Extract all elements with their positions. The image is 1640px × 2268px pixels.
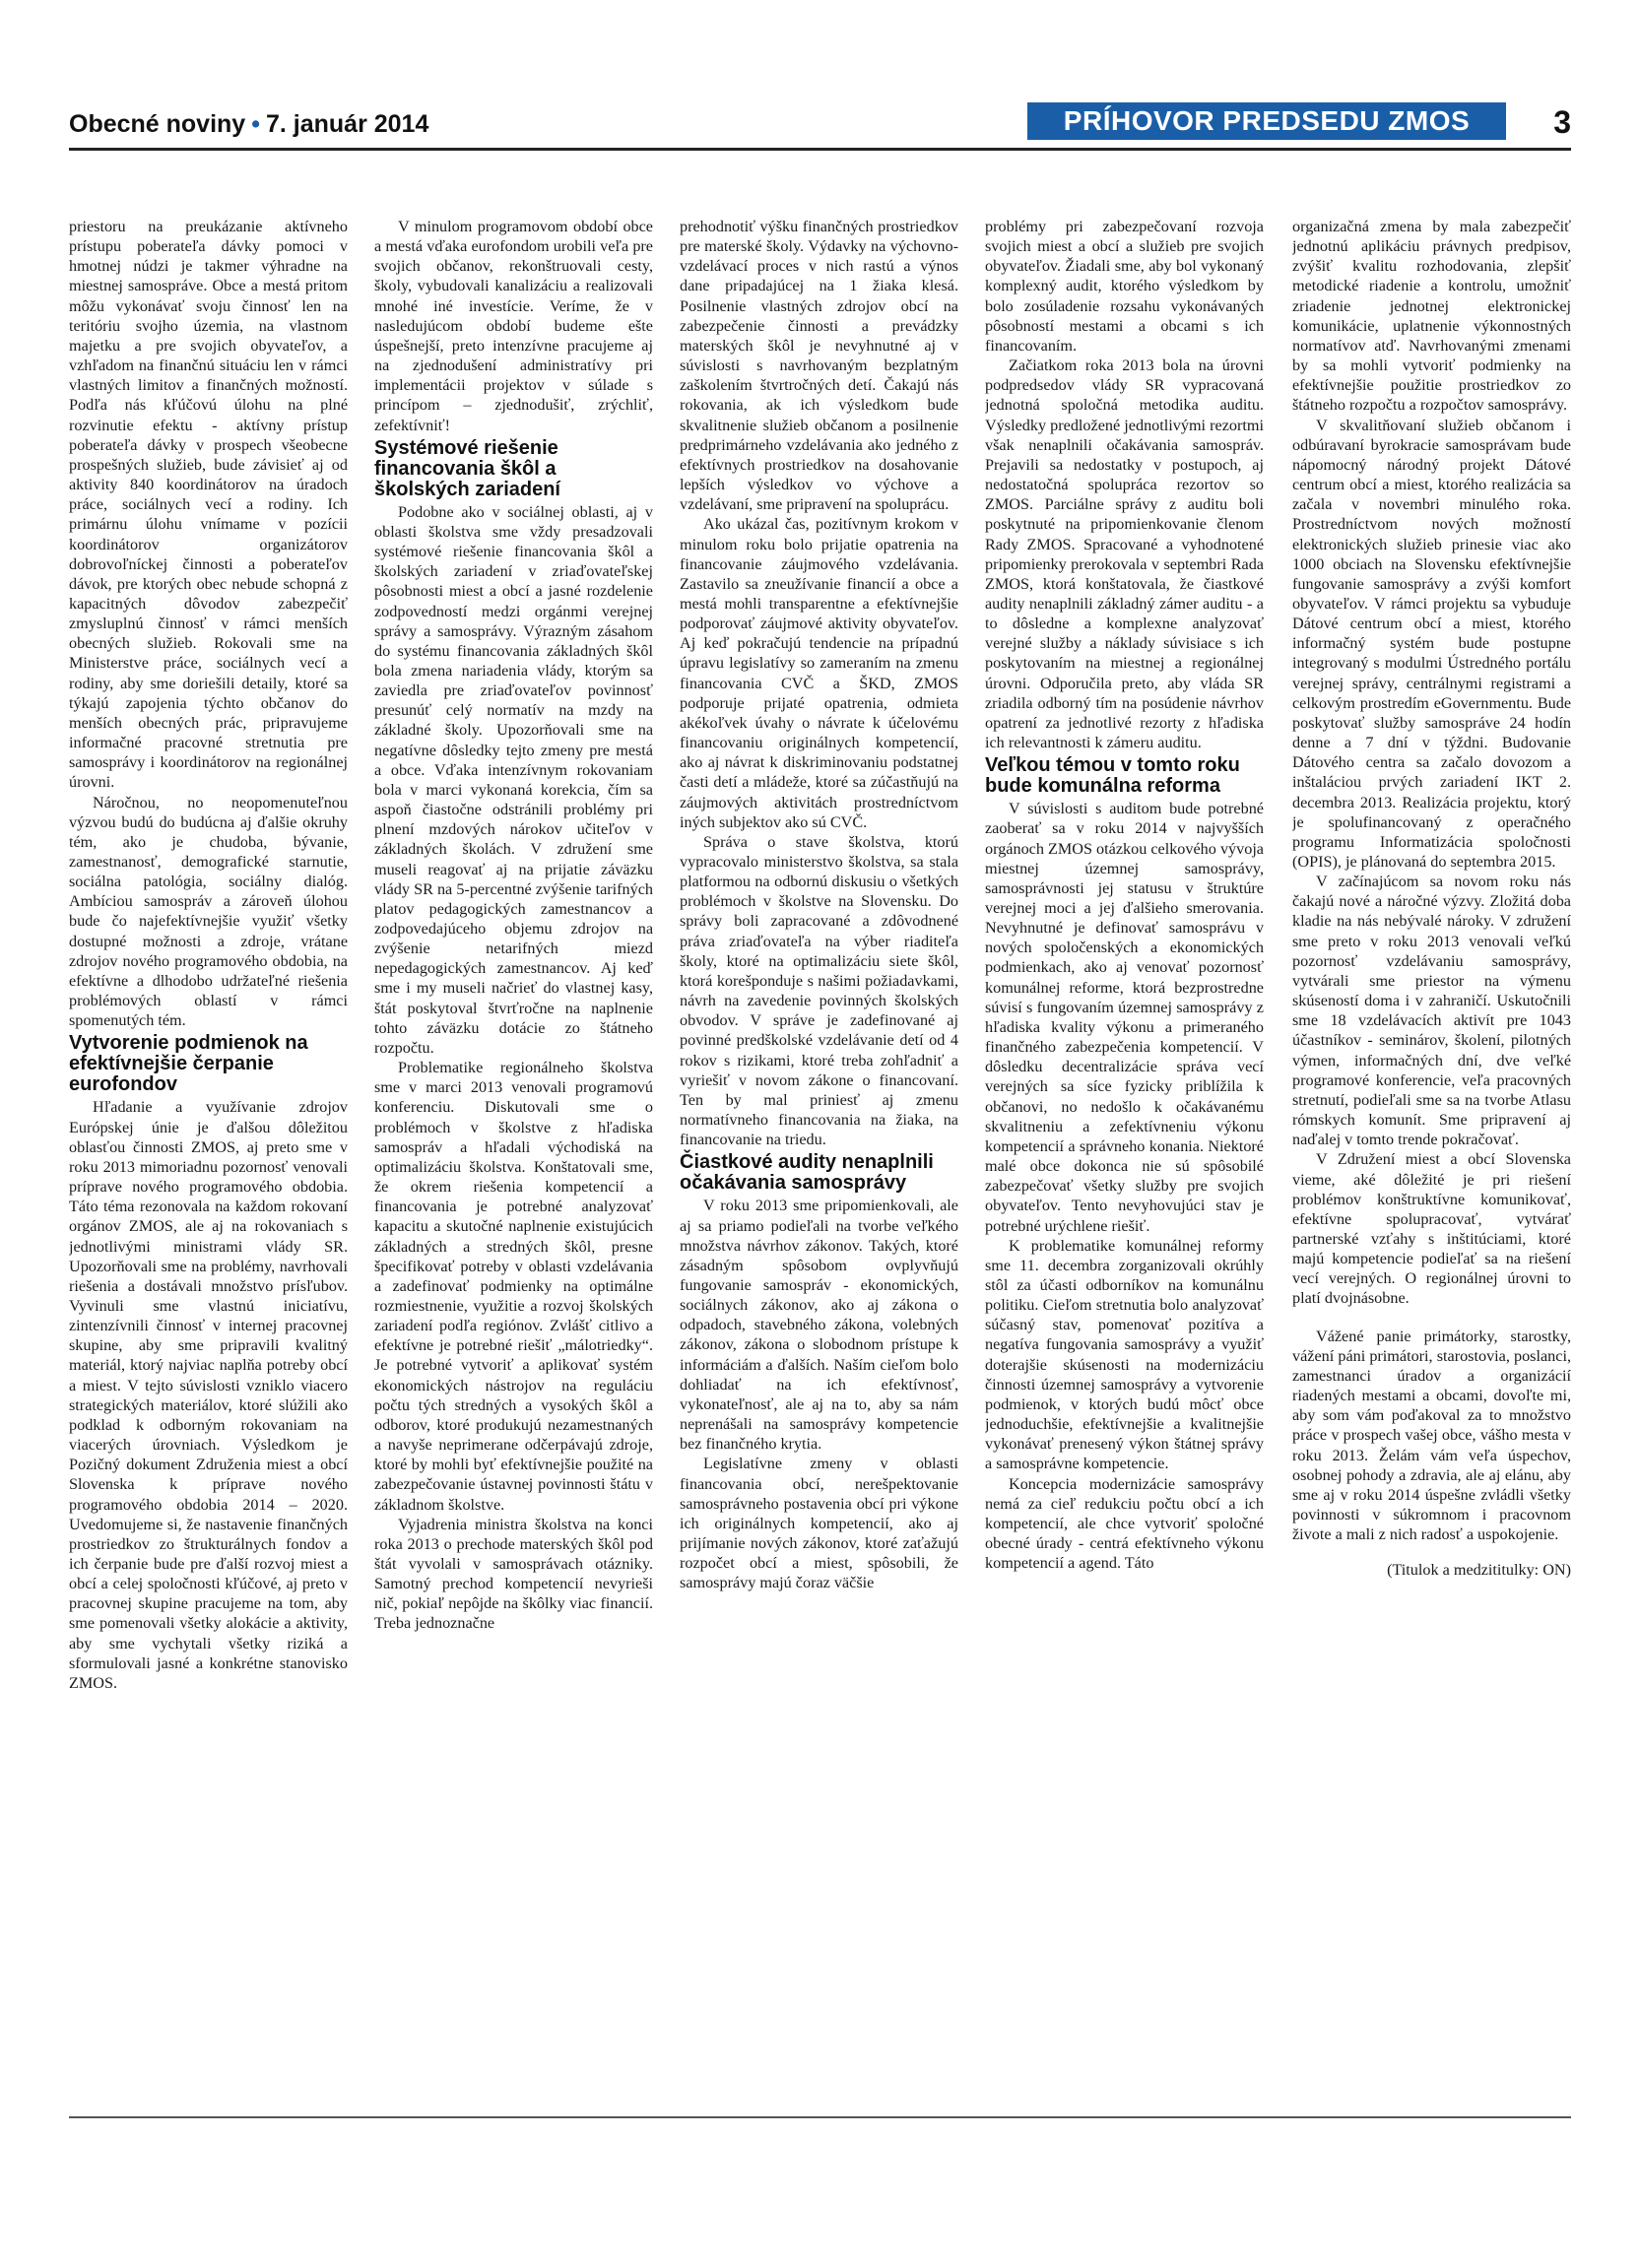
paragraph: V Združení miest a obcí Slovenska vieme, aké dôležité je pri riešení problémov konštruktívne komunikovať, efektívne spolupracovať, vytvárať partnerské vzťahy s inštitúciami, ktoré majú kompetencie podieľať sa na riešení vecí verejných. O regionálnej úrovni to platí dvojnásobne. — [1292, 1150, 1571, 1308]
column-2 — [374, 217, 653, 2103]
footer-rule — [69, 2116, 1571, 2118]
paragraph: Začiatkom roka 2013 bola na úrovni podpredsedov vlády SR vypracovaná jednotná spoločná metodika auditu. Výsledky predložené jednotlivými rezortmi však nenaplnili očakávania samospráv. Prejavili sa nedostatky v postupoch, aj nedostatočná spolupráca rezortov so ZMOS. Parciálne správy z auditu boli poskytnuté na pripomienkovanie členom Rady ZMOS. Spracované a vyhodnotené pripomienky prerokovala v septembri Rada ZMOS, ktorá konštatovala, že čiastkové audity nenaplnili základný zámer auditu - a to dôsledne a komplexne analyzovať verejné služby a náklady súvisiace s ich poskytovaním na miestnej a regionálnej úrovni. Odporučila preto, aby vláda SR zriadila odborný tím na posúdenie návrhov opatrení za jednotlivé rezorty z hľadiska ich relevantnosti k zámeru auditu. — [985, 356, 1264, 752]
paragraph: priestoru na preukázanie aktívneho prístupu poberateľa dávky pomoci v hmotnej núdzi je takmer výhradne na miestnej samospráve. Obce a mestá pritom môžu vykonávať svoju činnosť len na teritóriu svojho územia, na vlastnom majetku a pre svojich obyvateľov, a vzhľadom na finančnú situáciu len v rámci vlastných limitov a finančných možností. Podľa nás kľúčovú úlohu na plné rozvinutie efektu - aktívny prístup poberateľa dávky v prospech všeobecne prospešných služieb, bude závisieť aj od aktivity 840 koordinátorov na úradoch práce, sociálnych vecí a rodiny. Ich primárnu úlohu vnímame v pozícii koordinátorov organizátorov dobrovoľníckej činnosti a poberateľov dávok, pre ktorých obec nebude schopná z kapacitných dôvodov zabezpečiť zmysluplnú činnosť v rámci menších obecných služieb. Rokovali sme na Ministerstve práce, sociálnych vecí a rodiny, aby sme doriešili detaily, ktoré sa týkajú zapojenia týchto občanov do menších obecných prác, pripravujeme informačné pracovné stretnutia pre samosprávy i koordinátorov na regionálnej úrovni. — [69, 218, 348, 792]
paragraph: Náročnou, no neopomenuteľnou výzvou budú do budúcna aj ďalšie okruhy tém, ako je chudoba, bývanie, zamestnanosť, demografické starnutie, sociálna patológia, sociálny dialóg. Ambíciou samospráv a zároveň úlohou bude čo najefektívnejšie využiť všetky dostupné možnosti a zdroje, vrátane zdrojov nového programového obdobia, na efektívne a dlhodobo udržateľné riešenia problémových oblastí v rámci spomenutých tém. — [69, 793, 348, 1030]
column-5 — [1292, 217, 1571, 2103]
header-rule — [69, 148, 1571, 151]
paragraph: Problematike regionálneho školstva sme v marci 2013 venovali programovú konferenciu. Diskutovali sme o problémoch v školstve z hľadiska samospráv a hľadali východiská na optimalizáciu školstva. Konštatovali sme, že okrem riešenia kompetencií a financovania je potrebné analyzovať kapacitu a skutočné naplnenie existujúcich základných a stredných škôl, presne špecifikovať potreby v oblasti vzdelávania a zadefinovať podmienky na optimálne rozmiestnenie, využitie a rozvoj školských zariadení podľa regiónov. Zvlášť citlivo a efektívne je potrebné riešiť „málotriedky“. Je potrebné vytvoriť a aplikovať systém ekonomických nástrojov na reguláciu počtu tých stredných a vysokých škôl a odborov, ktoré produkujú nezamestnaných a navyše neprimerane odčerpávajú zdroje, ktoré by mohli byť efektívnejšie použité na zabezpečovanie ústavnej povinnosti štátu v základnom školstve. — [374, 1059, 653, 1514]
issue-date: 7. január 2014 — [265, 110, 429, 138]
subheading: Vytvorenie podmienok na efektívnejšie čerpanie eurofondov — [69, 1032, 308, 1096]
paragraph: Hľadanie a využívanie zdrojov Európskej únie je ďalšou dôležitou oblasťou činnosti ZMOS, aj preto sme v roku 2013 mimoriadnu pozornosť venovali príprave nového programového obdobia. Táto téma rezonovala na každom rokovaní orgánov ZMOS, ale aj na rokovaniach s jednotlivými ministrami vlády SR. Upozorňovali sme na problémy, navrhovali riešenia a dostávali množstvo prísľubov. Vyvinuli sme vlastnú iniciatívu, zintenzívnili činnosť v internej pracovnej skupine, aby sme pripravili kvalitný materiál, ktorý najviac naplňa potreby obcí a miest. V tejto súvislosti vzniklo viacero strategických materiálov, ktoré slúžili ako podklad k odborným rokovaniam na viacerých úrovniach. Výsledkom je Pozičný dokument Združenia miest a obcí Slovenska k príprave nového programového obdobia 2014 – 2020. Uvedomujeme si, že nastavenie finančných prostriedkov zo štrukturálnych fondov a ich čerpanie bude pre ďalší rozvoj miest a obcí a celej spoločnosti kľúčové, aj preto v pracovnej skupine pracujeme na tom, aby sme pomenovali všetky alokácie a aktivity, aby sme vychytali všetky riziká a sformulovali jasné a konkrétne stanovisko ZMOS. — [69, 1098, 348, 1692]
paragraph: problémy pri zabezpečovaní rozvoja svojich miest a obcí a služieb pre svojich obyvateľov. Žiadali sme, aby bol vykonaný komplexný audit, ktorého výsledkom by bolo zosúladenie rozsahu vykonávaných pôsobností mestami a obcami s ich financovaním. — [985, 218, 1264, 355]
column-1 — [69, 217, 348, 2103]
paragraph: V skvalitňovaní služieb občanom i odbúravaní byrokracie samosprávam bude nápomocný národný projekt Dátové centrum obcí a miest, ktorého realizácia sa začala v novembri minulého roka. Prostredníctvom nových možností elektronických služieb prinesie viac ako 1000 obciach na Slovensku efektívnejšie fungovanie samosprávy a zvýši komfort obyvateľov. V rámci projektu sa vybuduje Dátové centrum obcí a miest, ktorého informačný systém bude postupne integrovaný s modulmi Ústredného portálu verejnej správy, centrálnymi registrami a celkovým prostredím eGovernmentu. Bude poskytovať služby samospráve 24 hodín denne a 7 dní v týždni. Budovanie Dátového centra sa začalo dovozom a inštaláciou prvých zariadení IKT 2. decembra 2013. Realizácia projektu, ktorý je spolufinancovaný z operačného programu Informatizácia spoločnosti (OPIS), je plánovaná do septembra 2015. — [1292, 416, 1571, 871]
publication-name: Obecné noviny — [69, 110, 246, 138]
paragraph: Podobne ako v sociálnej oblasti, aj v oblasti školstva sme vždy presadzovali systémové riešenie financovania škôl a školských zariadení v zriaďovateľskej pôsobnosti miest a obcí a jasné rozdelenie zodpovedností medzi orgánmi verejnej správy a samosprávy. Výrazným zásahom do systému financovania základných škôl bola zmena nariadenia vlády, ktorým sa zaviedla pre zriaďovateľov povinnosť presunúť celý normatív na mzdy na základné školy. Upozorňovali sme na negatívne dôsledky tejto zmeny pre mestá a obce. Vďaka intenzívnym rokovaniam bola v marci vykonaná korekcia, čím sa aspoň čiastočne odstránili problémy pri plnení mzdových nárokov učiteľov v základných školách. V združení sme museli reagovať aj na prijatie záväzku vlády SR na 5-percentné zvýšenie tarifných platov pedagogických zamestnancov a zodpovedajúceho objemu zdrojov na zvýšenie netarifných miezd nepedagogických zamestnancov. Aj keď sme i my museli načrieť do vlastnej kasy, štát poskytoval štvrťročne na naplnenie tohto záväzku dotácie zo štátneho rozpočtu. — [374, 502, 653, 1057]
subheading: Čiastkové audity nenaplnili očakávania samosprávy — [680, 1151, 934, 1195]
paragraph: V minulom programovom období obce a mestá vďaka eurofondom urobili veľa pre svojich občanov, rekonštruovali cesty, školy, vybudovali kanalizáciu a realizovali mnohé iné investície. Veríme, že v nasledujúcom období budeme ešte úspešnejší, preto intenzívne pracujeme aj na zjednodušení administratívy pri implementácii projektov v súlade s princípom – zjednodušiť, zrýchliť, zefektívniť! — [374, 218, 653, 434]
page-number: 3 — [1553, 104, 1571, 140]
separator-dot: • — [251, 110, 260, 138]
masthead — [69, 110, 428, 139]
paragraph: Správa o stave školstva, ktorú vypracovalo ministerstvo školstva, sa stala platformou na odbornú diskusiu o všetkých problémoch v školstve na Slovensku. Do správy boli zapracované a zdôvodnené práva zriaďovateľa na výber riaditeľa školy, ktoré na optimalizáciu siete škôl, ktorá korešponduje s našimi požiadavkami, návrh na zavedenie povinných školských obvodov. V správe je zadefinované aj povinné predškolské vzdelávanie detí od 4 rokov s rizikami, ktoré treba zohľadniť a vyriešiť v novom zákone o financovaní. Ten by mal priniesť aj zmenu normatívneho financovania na žiaka, na financovanie na triedu. — [680, 832, 958, 1149]
section-label: PRÍHOVOR PREDSEDU ZMOS — [1027, 102, 1506, 140]
paragraph: prehodnotiť výšku finančných prostriedkov pre materské školy. Výdavky na výchovno-vzdelávací proces v nich rastú a výnos dane pripadajúcej na 1 žiaka klesá. Posilnenie vlastných zdrojov obcí na zabezpečenie činnosti a prevádzky materských škôl je nevyhnutné aj v súvislosti s navrhovaným bezplatným zaškolením štvrtročných detí. Čakajú nás rokovania, ak ich výsledkom bude skvalitnenie služieb občanom a posilnenie predprimárneho vzdelávania ako jedného z efektívnych prostriedkov na dosahovanie lepších výsledkov vo výchove a vzdelávaní, sme pripravení na spoluprácu. — [680, 218, 958, 514]
column-4 — [985, 217, 1264, 2103]
article-body — [69, 217, 1571, 2103]
paragraph: Ako ukázal čas, pozitívnym krokom v minulom roku bolo prijatie opatrenia na financovanie záujmového vzdelávania. Zastavilo sa zneužívanie financií a obce a mestá mohli transparentne a efektívnejšie podporovať záujmové aktivity obyvateľov. Aj keď pokračujú tendencie na prípadnú úpravu legislatívy so zameraním na zmenu financovania CVČ a ŠKD, ZMOS podporuje prijaté opatrenia, odmieta akékoľvek úvahy o návrate k účelovému financovaniu originálnych kompetencií, ako aj návrat k diskriminovaniu podstatnej časti detí a mládeže, ktoré sa zúčastňujú na záujmových aktivitách prostredníctvom iných subjektov ako sú CVČ. — [680, 515, 958, 831]
paragraph: K problematike komunálnej reformy sme 11. decembra zorganizovali okrúhly stôl za účasti odborníkov na komunálnu politiku. Cieľom stretnutia bolo analyzovať súčasný stav, pomenovať pozitíva a negatíva fungovania samosprávy a využiť doterajšie skúsenosti na modernizáciu činnosti územnej samosprávy a vytvorenie podmienok, v ktorých budú môcť obce jednoduchšie, efektívnejšie a kvalitnejšie vykonávať prenesený výkon štátnej správy a samosprávne kompetencie. — [985, 1236, 1264, 1473]
paragraph-gap — [1292, 1309, 1571, 1327]
paragraph: V súvislosti s auditom bude potrebné zaoberať sa v roku 2014 v najvyšších orgánoch ZMOS otázkou celkového vývoja miestnej územnej samosprávy, samosprávnosti jej statusu v štruktúre verejnej moci a jej ďalšieho smerovania. Nevyhnutné je definovať samosprávu v nových spoločenských a ekonomických podmienkach, ako aj venovať pozornosť komunálnej reforme, ktorá bezprostredne súvisí s fungovaním územnej samosprávy z hľadiska kvality výkonu a primeraného finančného zabezpečenia kompetencií. V dôsledku decentralizácie správa vecí verejných sa síce fyzicky priblížila k občanovi, no nedošlo k očakávanému skvalitneniu a zefektívneniu výkonu kompetencií a správneho konania. Niektoré malé obce dokonca nie sú spôsobilé zabezpečovať všetky služby pre svojich obyvateľov. Tento nevyhovujúci stav je potrebné urýchlene riešiť. — [985, 800, 1264, 1235]
paragraph: V začínajúcom sa novom roku nás čakajú nové a náročné výzvy. Zložitá doba kladie na nás nebývalé nároky. V združení sme preto v roku 2013 venovali veľkú pozornosť vzdelávaniu samosprávy, vytvárali sme priestor na výmenu skúseností doma i v zahraničí. Uskutočnili sme 18 vzdelávacích aktivít pre 1043 účastníkov - seminárov, školení, pilotných výmen, informačných dní, dve veľké programové konferencie, veľa pracovných stretnutí, podieľali sme sa na tvorbe Atlasu rómskych komunít. Sme pripravení aj naďalej v tomto trende pokračovať. — [1292, 873, 1571, 1149]
paragraph: Vyjadrenia ministra školstva na konci roka 2013 o prechode materských škôl pod štát vyvolali v samosprávach otázniky. Samotný prechod kompetencií nevyrieši nič, pokiaľ nepôjde na škôlky viac financií. Treba jednoznačne — [374, 1515, 653, 1633]
paragraph: V roku 2013 sme pripomienkovali, ale aj sa priamo podieľali na tvorbe veľkého množstva návrhov zákonov. Takých, ktoré zásadným spôsobom ovplyvňujú fungovanie samospráv - ekonomických, sociálnych zákonov, ako aj zákona o odpadoch, stavebného zákona, volebných zákonov, zákona o slobodnom prístupe k informáciám a ďalších. Naším cieľom bolo dohliadať na ich efektívnosť, vykonateľnosť, ale aj na to, aby sa nám neprenášali na samosprávy kompetencie bez finančného krytia. — [680, 1197, 958, 1454]
paragraph: Legislatívne zmeny v oblasti financovania obcí, nerešpektovanie samosprávneho postavenia obcí pri výkone ich originálnych kompetencií, ako aj prijímanie nových zákonov, ktoré zaťažujú rozpočet obcí a miest, spôsobili, že samosprávy majú čoraz väčšie — [680, 1455, 958, 1592]
subheading: Systémové riešenie financovania škôl a školských zariadení — [374, 436, 560, 500]
paragraph: Vážené panie primátorky, starostky, vážení páni primátori, starostovia, poslanci, zamestnanci úradov a organizácií riadených mestami a obcami, dovoľte mi, aby som vám poďakoval za to množstvo práce v prospech vašej obce, vášho mesta v roku 2013. Želám vám veľa úspechov, osobnej pohody a zdravia, ale aj elánu, aby sme aj v roku 2014 úspešne zvládli všetky povinnosti v súkromnom i pracovnom živote a mali z nich radosť a uspokojenie. — [1292, 1327, 1571, 1544]
column-3 — [680, 217, 958, 2103]
subheading: Veľkou témou v tomto roku bude komunálna reforma — [985, 754, 1240, 798]
credit-line: (Titulok a medzititulky: ON) — [1387, 1561, 1571, 1580]
page-header — [69, 102, 1571, 146]
paragraph: organizačná zmena by mala zabezpečiť jednotnú aplikáciu právnych predpisov, zvýšiť kvalitu rozhodovania, zlepšiť metodické riadenie a kontrolu, umožniť zriadenie jednotnej elektronickej komunikácie, uplatnenie výkonnostných normatívov atď. Navrhovanými zmenami by sa mohli vytvoriť podmienky na efektívnejšie použitie prostriedkov zo štátneho rozpočtu a rozpočtov samosprávy. — [1292, 218, 1571, 415]
paragraph: Koncepcia modernizácie samosprávy nemá za cieľ redukciu počtu obcí a ich kompetencií, ale chce vytvoriť spoločné obecné úrady - centrá efektívneho výkonu kompetencií a agend. Táto — [985, 1474, 1264, 1573]
